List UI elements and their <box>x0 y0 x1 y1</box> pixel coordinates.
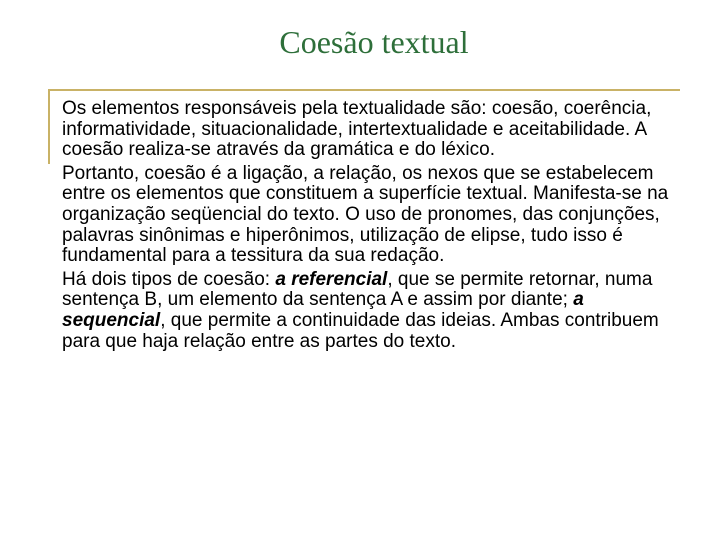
paragraph-coesao-definicao: Portanto, coesão é a ligação, a relação, os nexos que se estabelecem entre os elementos que constituem a superfície textual. Manifesta-se na organização seqüencial do texto. O uso de pronomes, das conjunções, palavras sinônimas e hiperônimos, utilização de elipse, tudo isso é fundamental para a tessitura da sua redação. <box>62 162 669 267</box>
tipos-intro-text: Há dois tipos de coesão: <box>62 268 276 290</box>
accent-horizontal-line <box>50 89 680 91</box>
slide-body <box>62 99 682 355</box>
paragraph-tipos-coesao <box>62 270 682 352</box>
keyword-sequencial: a sequencial <box>62 289 584 331</box>
tipos-middle-text: , que se permite retornar, numa sentença B, um elemento da sentença A e assim por diante; <box>62 268 653 311</box>
tipos-end-text: , que permite a continuidade das ideias. Ambas contribuem para que haja relação entre as partes do texto. <box>62 309 659 352</box>
keyword-referencial: a referencial <box>275 268 388 290</box>
accent-vertical-line <box>48 89 50 164</box>
paragraph-elementos: Os elementos responsáveis pela textualidade são: coesão, coerência, informatividade, situacionalidade, intertextualidade e aceitabilidade. A coesão realiza-se através da gramática e do léxico. <box>62 98 652 161</box>
slide-title: Coesão textual <box>279 24 469 60</box>
